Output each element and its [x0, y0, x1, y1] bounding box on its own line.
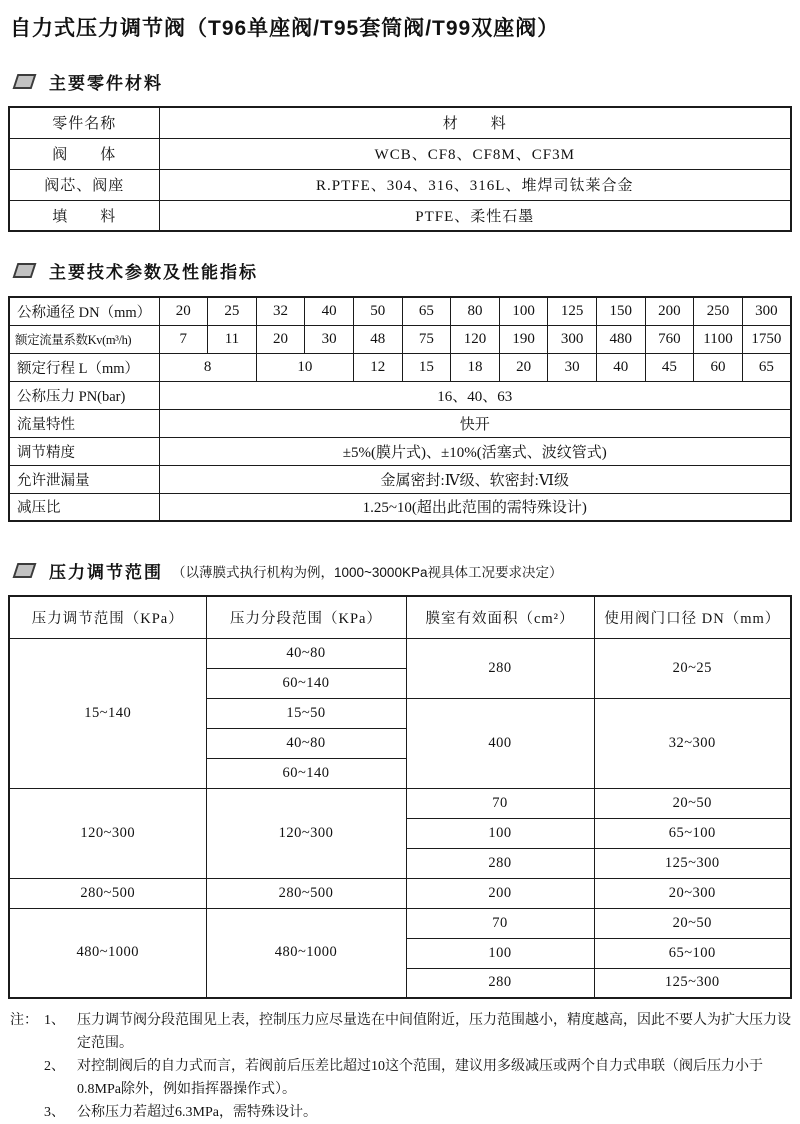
- value-cell: 25: [208, 297, 257, 325]
- table-row: [9, 138, 791, 169]
- value-cell: 80: [451, 297, 500, 325]
- value-cell: 50: [353, 297, 402, 325]
- row-label-cell: 填 料: [9, 200, 159, 231]
- note-item: [44, 1101, 792, 1124]
- header-cell: 压力调节范围（KPa）: [9, 596, 206, 638]
- value-cell: 30: [305, 325, 354, 353]
- row-label-cell: 调节精度: [9, 437, 159, 465]
- value-cell: 20: [499, 353, 548, 381]
- value-cell: PTFE、柔性石墨: [159, 200, 791, 231]
- value-cell: 10: [256, 353, 353, 381]
- value-cell: 65~100: [594, 818, 791, 848]
- row-label-cell: 阀芯、阀座: [9, 169, 159, 200]
- table-row: [9, 107, 791, 138]
- section-heading-pressure-range: [12, 558, 792, 583]
- table-row: [9, 297, 791, 325]
- value-cell: 32~300: [594, 698, 791, 788]
- pressure-range-table: [8, 595, 792, 999]
- row-label-cell: 额定行程 L（mm）: [9, 353, 159, 381]
- value-cell: 300: [548, 325, 597, 353]
- table-row: [9, 353, 791, 381]
- value-cell: 20~50: [594, 788, 791, 818]
- value-cell: 40~80: [206, 638, 406, 668]
- notes-prefix: 注：: [10, 1013, 38, 1028]
- value-cell: 280~500: [206, 878, 406, 908]
- value-cell: 60~140: [206, 758, 406, 788]
- value-cell: 7: [159, 325, 208, 353]
- section-heading-note: （以薄膜式执行机构为例，1000~3000KPa视具体工况要求决定）: [172, 564, 563, 580]
- value-cell: 20~25: [594, 638, 791, 698]
- table-row: [9, 169, 791, 200]
- value-cell: 32: [256, 297, 305, 325]
- value-cell: 15~140: [9, 638, 206, 788]
- value-cell: 60~140: [206, 668, 406, 698]
- tech-params-table: [8, 296, 792, 522]
- value-cell: 15: [402, 353, 451, 381]
- value-cell: 1750: [742, 325, 791, 353]
- note-text: 公称压力若超过6.3MPa，需特殊设计。: [77, 1105, 317, 1120]
- value-cell: 300: [742, 297, 791, 325]
- table-row: [9, 596, 791, 638]
- value-cell: 15~50: [206, 698, 406, 728]
- value-cell: 200: [406, 878, 594, 908]
- value-cell: 100: [499, 297, 548, 325]
- table-row: [9, 465, 791, 493]
- value-cell: 280: [406, 848, 594, 878]
- header-cell: 使用阀门口径 DN（mm）: [594, 596, 791, 638]
- footnotes: [10, 1009, 792, 1124]
- table-row: [9, 325, 791, 353]
- value-cell: 400: [406, 698, 594, 788]
- value-cell: 1.25~10(超出此范围的需特殊设计): [159, 493, 791, 521]
- value-cell: 60: [694, 353, 743, 381]
- value-cell: 20: [256, 325, 305, 353]
- row-label-cell: 减压比: [9, 493, 159, 521]
- row-label-cell: 流量特性: [9, 409, 159, 437]
- header-cell: 膜室有效面积（cm²）: [406, 596, 594, 638]
- value-cell: 65: [742, 353, 791, 381]
- value-cell: 150: [596, 297, 645, 325]
- table-row: [9, 437, 791, 465]
- value-cell: 480~1000: [9, 908, 206, 998]
- value-cell: 40~80: [206, 728, 406, 758]
- value-cell: 200: [645, 297, 694, 325]
- value-cell: 16、40、63: [159, 381, 791, 409]
- row-label-cell: 公称压力 PN(bar): [9, 381, 159, 409]
- value-cell: 125: [548, 297, 597, 325]
- value-cell: 120~300: [206, 788, 406, 878]
- value-cell: 280: [406, 638, 594, 698]
- value-cell: 120: [451, 325, 500, 353]
- value-cell: 20~300: [594, 878, 791, 908]
- note-number: 2、: [44, 1059, 65, 1074]
- note-number: 3、: [44, 1105, 65, 1120]
- value-cell: ±5%(膜片式)、±10%(活塞式、波纹管式): [159, 437, 791, 465]
- note-item: [44, 1009, 792, 1055]
- value-cell: 480~1000: [206, 908, 406, 998]
- value-cell: 190: [499, 325, 548, 353]
- section-heading-tech-params: [12, 258, 792, 283]
- table-row: [9, 200, 791, 231]
- value-cell: 125~300: [594, 968, 791, 998]
- value-cell: 20~50: [594, 908, 791, 938]
- value-cell: 45: [645, 353, 694, 381]
- value-cell: 20: [159, 297, 208, 325]
- table-row: [9, 788, 791, 818]
- value-cell: 70: [406, 788, 594, 818]
- value-cell: 12: [353, 353, 402, 381]
- value-cell: 75: [402, 325, 451, 353]
- row-label-cell: 零件名称: [9, 107, 159, 138]
- section-heading-materials: [12, 69, 792, 94]
- value-cell: 48: [353, 325, 402, 353]
- note-item: [44, 1055, 792, 1101]
- value-cell: 40: [305, 297, 354, 325]
- table-row: [9, 878, 791, 908]
- row-label-cell: 额定流量系数Kv(m³/h): [9, 325, 159, 353]
- section-title: 主要技术参数及性能指标: [49, 263, 258, 282]
- value-cell: 250: [694, 297, 743, 325]
- value-cell: 1100: [694, 325, 743, 353]
- value-cell: 40: [596, 353, 645, 381]
- section-title: 主要零件材料: [49, 74, 163, 93]
- row-label-cell: 允许泄漏量: [9, 465, 159, 493]
- header-cell: 压力分段范围（KPa）: [206, 596, 406, 638]
- note-items: [44, 1009, 792, 1124]
- value-cell: 65: [402, 297, 451, 325]
- row-label-cell: 公称通径 DN（mm）: [9, 297, 159, 325]
- table-row: [9, 908, 791, 938]
- row-label-cell: 阀 体: [9, 138, 159, 169]
- parallelogram-icon: [13, 263, 37, 278]
- page-title: 自力式压力调节阀（T96单座阀/T95套筒阀/T99双座阀）: [10, 17, 560, 40]
- materials-table: [8, 106, 792, 232]
- value-cell: 18: [451, 353, 500, 381]
- parallelogram-icon: [13, 563, 37, 578]
- value-cell: 760: [645, 325, 694, 353]
- value-cell: 11: [208, 325, 257, 353]
- table-row: [9, 409, 791, 437]
- value-cell: WCB、CF8、CF8M、CF3M: [159, 138, 791, 169]
- value-cell: 480: [596, 325, 645, 353]
- section-title: 压力调节范围: [49, 563, 163, 582]
- value-cell: R.PTFE、304、316、316L、堆焊司钛莱合金: [159, 169, 791, 200]
- parallelogram-icon: [13, 74, 37, 89]
- value-cell: 120~300: [9, 788, 206, 878]
- note-number: 1、: [44, 1013, 65, 1028]
- value-cell: 材 料: [159, 107, 791, 138]
- value-cell: 30: [548, 353, 597, 381]
- table-row: [9, 638, 791, 668]
- value-cell: 8: [159, 353, 256, 381]
- value-cell: 100: [406, 938, 594, 968]
- value-cell: 125~300: [594, 848, 791, 878]
- value-cell: 金属密封:Ⅳ级、软密封:Ⅵ级: [159, 465, 791, 493]
- table-row: [9, 493, 791, 521]
- value-cell: 快开: [159, 409, 791, 437]
- note-text: 对控制阀后的自力式而言，若阀前后压差比超过10这个范围，建议用多级减压或两个自力式串联（阀后压力小于0.8MPa除外，例如指挥器操作式）。: [77, 1059, 763, 1097]
- value-cell: 280~500: [9, 878, 206, 908]
- value-cell: 70: [406, 908, 594, 938]
- value-cell: 280: [406, 968, 594, 998]
- value-cell: 100: [406, 818, 594, 848]
- table-row: [9, 381, 791, 409]
- note-text: 压力调节阀分段范围见上表，控制压力应尽量选在中间值附近，压力范围越小，精度越高，因此不要人为扩大压力设定范围。: [77, 1013, 791, 1051]
- value-cell: 65~100: [594, 938, 791, 968]
